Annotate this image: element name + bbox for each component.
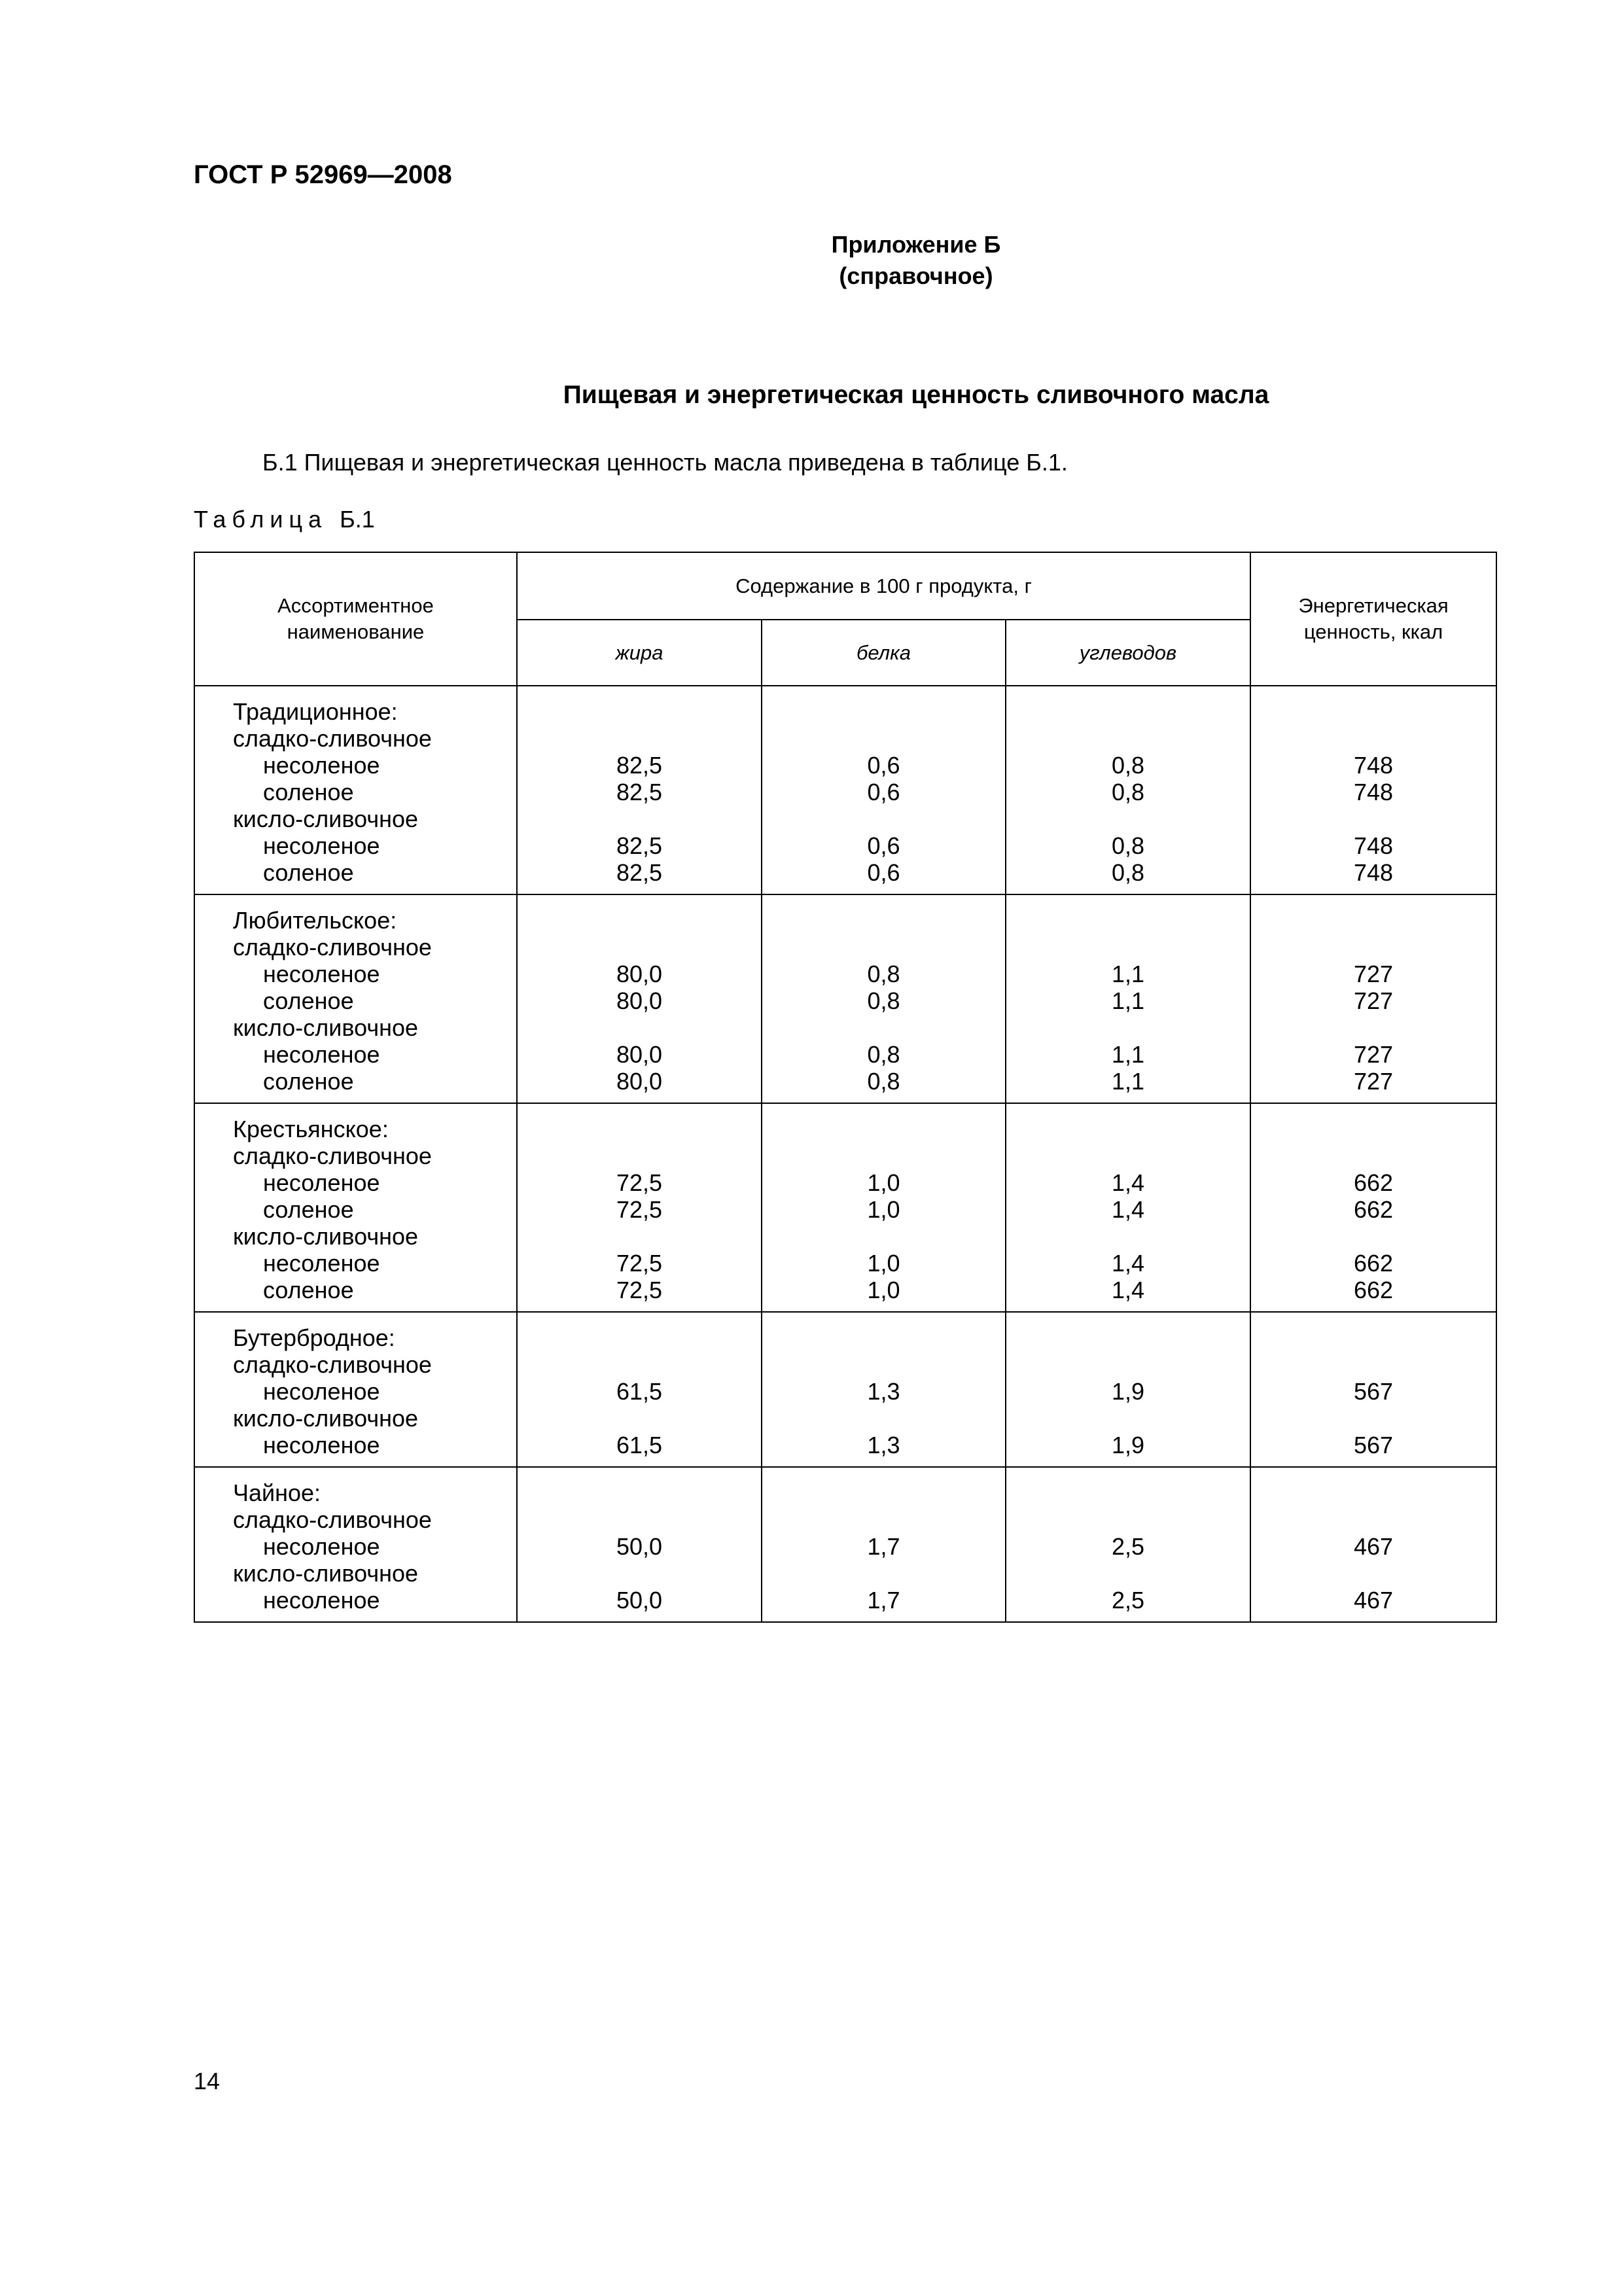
- value-protein: 0,8: [867, 1041, 900, 1068]
- value-carbs: [1006, 1116, 1250, 1142]
- value-energy: [1251, 1014, 1496, 1041]
- cell-name: [194, 1103, 517, 1312]
- product-name: Бутербродное:: [233, 1324, 395, 1351]
- cell-carbs: [1006, 1312, 1250, 1467]
- value-carbs: [1006, 1014, 1250, 1041]
- value-carbs: 2,5: [1111, 1533, 1145, 1560]
- value-protein: 0,8: [867, 987, 900, 1014]
- product-name: кисло-сливочное: [233, 1405, 419, 1432]
- cell-carbs: [1006, 894, 1250, 1103]
- value-carbs: [1006, 1351, 1250, 1378]
- value-protein: [762, 1223, 1005, 1250]
- value-protein: [762, 1506, 1005, 1533]
- product-name: несоленое: [263, 1432, 380, 1458]
- value-fat: 80,0: [616, 961, 663, 987]
- cell-name: [194, 1312, 517, 1467]
- cell-energy: [1250, 686, 1496, 894]
- value-fat: [518, 1506, 761, 1533]
- cell-carbs: [1006, 1103, 1250, 1312]
- value-energy: 662: [1353, 1169, 1394, 1196]
- value-protein: 0,6: [867, 752, 900, 779]
- value-fat: 82,5: [616, 779, 663, 805]
- value-fat: [518, 1405, 761, 1432]
- header-protein: белка: [762, 620, 1006, 686]
- appendix-heading: [752, 229, 1080, 292]
- value-fat: [518, 1560, 761, 1587]
- value-energy: 748: [1353, 779, 1394, 805]
- value-carbs: 1,4: [1111, 1277, 1145, 1303]
- value-energy: 567: [1353, 1378, 1394, 1405]
- value-fat: [518, 934, 761, 961]
- header-energy: Энергетическая ценность, ккал: [1250, 552, 1496, 686]
- value-energy: 567: [1353, 1432, 1394, 1458]
- value-energy: 727: [1353, 961, 1394, 987]
- cell-carbs: [1006, 686, 1250, 894]
- value-carbs: 1,1: [1111, 1041, 1145, 1068]
- table-caption-word: Таблица: [194, 506, 328, 533]
- value-carbs: [1006, 1506, 1250, 1533]
- value-carbs: 1,4: [1111, 1169, 1145, 1196]
- value-protein: 1,0: [867, 1250, 900, 1277]
- value-carbs: [1006, 1223, 1250, 1250]
- cell-energy: [1250, 1312, 1496, 1467]
- product-name: сладко-сливочное: [233, 1351, 432, 1378]
- value-energy: [1251, 1506, 1496, 1533]
- document-code: ГОСТ Р 52969—2008: [194, 160, 452, 189]
- table-row: [194, 1467, 1496, 1622]
- value-energy: 662: [1353, 1277, 1394, 1303]
- product-name: соленое: [263, 1068, 354, 1095]
- header-content: Содержание в 100 г продукта, г: [517, 552, 1250, 620]
- value-carbs: 0,8: [1111, 832, 1145, 859]
- value-fat: [518, 1351, 761, 1378]
- value-energy: 662: [1353, 1196, 1394, 1223]
- cell-fat: [517, 894, 762, 1103]
- value-fat: [518, 1223, 761, 1250]
- value-carbs: [1006, 1479, 1250, 1506]
- product-name: сладко-сливочное: [233, 934, 432, 961]
- cell-name: [194, 686, 517, 894]
- value-energy: [1251, 1405, 1496, 1432]
- value-fat: 80,0: [616, 987, 663, 1014]
- value-carbs: 1,1: [1111, 961, 1145, 987]
- value-protein: 1,7: [867, 1587, 900, 1614]
- product-name: несоленое: [263, 1169, 380, 1196]
- value-energy: [1251, 1116, 1496, 1142]
- value-energy: [1251, 698, 1496, 725]
- appendix-subtitle: (справочное): [839, 262, 993, 289]
- product-name: сладко-сливочное: [233, 1142, 432, 1169]
- value-protein: [762, 1116, 1005, 1142]
- product-name: несоленое: [263, 961, 380, 987]
- product-name: несоленое: [263, 1250, 380, 1277]
- value-protein: [762, 1479, 1005, 1506]
- product-name: кисло-сливочное: [233, 1560, 419, 1587]
- value-carbs: [1006, 698, 1250, 725]
- table-caption-number: Б.1: [340, 506, 375, 533]
- value-protein: [762, 934, 1005, 961]
- product-name: кисло-сливочное: [233, 1014, 419, 1041]
- value-fat: 82,5: [616, 859, 663, 886]
- cell-name: [194, 1467, 517, 1622]
- product-name: Чайное:: [233, 1479, 321, 1506]
- value-fat: [518, 1324, 761, 1351]
- table-row: [194, 1103, 1496, 1312]
- value-fat: 50,0: [616, 1587, 663, 1614]
- value-fat: 82,5: [616, 752, 663, 779]
- value-carbs: 2,5: [1111, 1587, 1145, 1614]
- value-energy: [1251, 1142, 1496, 1169]
- section-title: Пищевая и энергетическая ценность сливочного масла: [563, 381, 1269, 409]
- value-fat: [518, 725, 761, 752]
- cell-carbs: [1006, 1467, 1250, 1622]
- value-fat: 61,5: [616, 1378, 663, 1405]
- product-name: несоленое: [263, 1041, 380, 1068]
- product-name: соленое: [263, 859, 354, 886]
- product-name: Любительское:: [233, 907, 397, 934]
- table-caption: [194, 506, 375, 533]
- value-protein: 0,6: [867, 832, 900, 859]
- value-protein: [762, 1142, 1005, 1169]
- value-energy: 662: [1353, 1250, 1394, 1277]
- value-fat: 72,5: [616, 1277, 663, 1303]
- value-energy: 748: [1353, 832, 1394, 859]
- value-carbs: [1006, 934, 1250, 961]
- appendix-title: Приложение Б: [831, 231, 1001, 258]
- cell-protein: [762, 894, 1006, 1103]
- value-fat: 61,5: [616, 1432, 663, 1458]
- value-energy: [1251, 805, 1496, 832]
- product-name: несоленое: [263, 1587, 380, 1614]
- product-name: кисло-сливочное: [233, 1223, 419, 1250]
- value-energy: 727: [1353, 987, 1394, 1014]
- value-fat: 72,5: [616, 1250, 663, 1277]
- value-protein: 1,7: [867, 1533, 900, 1560]
- value-protein: 1,0: [867, 1169, 900, 1196]
- value-protein: 0,8: [867, 1068, 900, 1095]
- intro-paragraph: Б.1 Пищевая и энергетическая ценность масла приведена в таблице Б.1.: [262, 449, 1068, 476]
- value-energy: [1251, 934, 1496, 961]
- value-carbs: [1006, 805, 1250, 832]
- value-protein: 1,3: [867, 1378, 900, 1405]
- value-carbs: 1,1: [1111, 987, 1145, 1014]
- value-protein: [762, 1560, 1005, 1587]
- value-energy: [1251, 1560, 1496, 1587]
- product-name: несоленое: [263, 752, 380, 779]
- value-protein: 1,3: [867, 1432, 900, 1458]
- table-row: [194, 894, 1496, 1103]
- value-energy: [1251, 1351, 1496, 1378]
- value-protein: [762, 1405, 1005, 1432]
- value-carbs: 0,8: [1111, 752, 1145, 779]
- value-energy: [1251, 725, 1496, 752]
- product-name: сладко-сливочное: [233, 1506, 432, 1533]
- product-name: соленое: [263, 779, 354, 805]
- value-energy: 748: [1353, 859, 1394, 886]
- product-name: соленое: [263, 1196, 354, 1223]
- value-carbs: 1,9: [1111, 1432, 1145, 1458]
- table-row: [194, 1312, 1496, 1467]
- cell-fat: [517, 1103, 762, 1312]
- cell-energy: [1250, 1103, 1496, 1312]
- product-name: кисло-сливочное: [233, 805, 419, 832]
- value-fat: [518, 805, 761, 832]
- product-name: соленое: [263, 987, 354, 1014]
- nutrition-table: [194, 552, 1497, 1623]
- header-name: Ассортиментное наименование: [194, 552, 517, 686]
- product-name: Традиционное:: [233, 698, 398, 725]
- value-carbs: 0,8: [1111, 779, 1145, 805]
- value-fat: 50,0: [616, 1533, 663, 1560]
- value-fat: 80,0: [616, 1041, 663, 1068]
- cell-protein: [762, 1312, 1006, 1467]
- cell-fat: [517, 1467, 762, 1622]
- value-energy: [1251, 1324, 1496, 1351]
- value-energy: 748: [1353, 752, 1394, 779]
- value-fat: 72,5: [616, 1196, 663, 1223]
- table-body: [194, 686, 1496, 1622]
- product-name: соленое: [263, 1277, 354, 1303]
- cell-protein: [762, 1467, 1006, 1622]
- value-protein: [762, 725, 1005, 752]
- value-carbs: [1006, 1560, 1250, 1587]
- header-fat: жира: [517, 620, 762, 686]
- value-protein: 0,6: [867, 779, 900, 805]
- value-protein: 0,8: [867, 961, 900, 987]
- value-protein: [762, 1351, 1005, 1378]
- value-energy: [1251, 1223, 1496, 1250]
- value-protein: [762, 698, 1005, 725]
- value-fat: [518, 1142, 761, 1169]
- cell-fat: [517, 1312, 762, 1467]
- product-name: несоленое: [263, 1533, 380, 1560]
- value-carbs: [1006, 1405, 1250, 1432]
- value-protein: [762, 805, 1005, 832]
- value-energy: 467: [1353, 1587, 1394, 1614]
- value-fat: [518, 1479, 761, 1506]
- value-fat: [518, 907, 761, 934]
- cell-fat: [517, 686, 762, 894]
- product-name: несоленое: [263, 832, 380, 859]
- value-carbs: 1,1: [1111, 1068, 1145, 1095]
- cell-energy: [1250, 1467, 1496, 1622]
- header-carbs: углеводов: [1006, 620, 1250, 686]
- value-energy: 727: [1353, 1068, 1394, 1095]
- value-carbs: 1,4: [1111, 1196, 1145, 1223]
- value-carbs: [1006, 725, 1250, 752]
- value-fat: [518, 698, 761, 725]
- value-carbs: [1006, 907, 1250, 934]
- value-fat: [518, 1014, 761, 1041]
- value-protein: [762, 1014, 1005, 1041]
- value-fat: 80,0: [616, 1068, 663, 1095]
- value-energy: 467: [1353, 1533, 1394, 1560]
- value-energy: [1251, 1479, 1496, 1506]
- value-fat: [518, 1116, 761, 1142]
- value-fat: 72,5: [616, 1169, 663, 1196]
- value-energy: [1251, 907, 1496, 934]
- product-name: Крестьянское:: [233, 1116, 389, 1142]
- page-number: 14: [194, 2068, 221, 2094]
- value-carbs: 1,9: [1111, 1378, 1145, 1405]
- value-carbs: [1006, 1324, 1250, 1351]
- value-protein: 1,0: [867, 1196, 900, 1223]
- value-carbs: 0,8: [1111, 859, 1145, 886]
- cell-protein: [762, 1103, 1006, 1312]
- cell-protein: [762, 686, 1006, 894]
- product-name: сладко-сливочное: [233, 725, 432, 752]
- value-protein: 1,0: [867, 1277, 900, 1303]
- table-row: [194, 686, 1496, 894]
- value-energy: 727: [1353, 1041, 1394, 1068]
- value-carbs: [1006, 1142, 1250, 1169]
- cell-name: [194, 894, 517, 1103]
- value-fat: 82,5: [616, 832, 663, 859]
- value-protein: [762, 1324, 1005, 1351]
- product-name: несоленое: [263, 1378, 380, 1405]
- value-protein: [762, 907, 1005, 934]
- value-protein: 0,6: [867, 859, 900, 886]
- value-carbs: 1,4: [1111, 1250, 1145, 1277]
- cell-energy: [1250, 894, 1496, 1103]
